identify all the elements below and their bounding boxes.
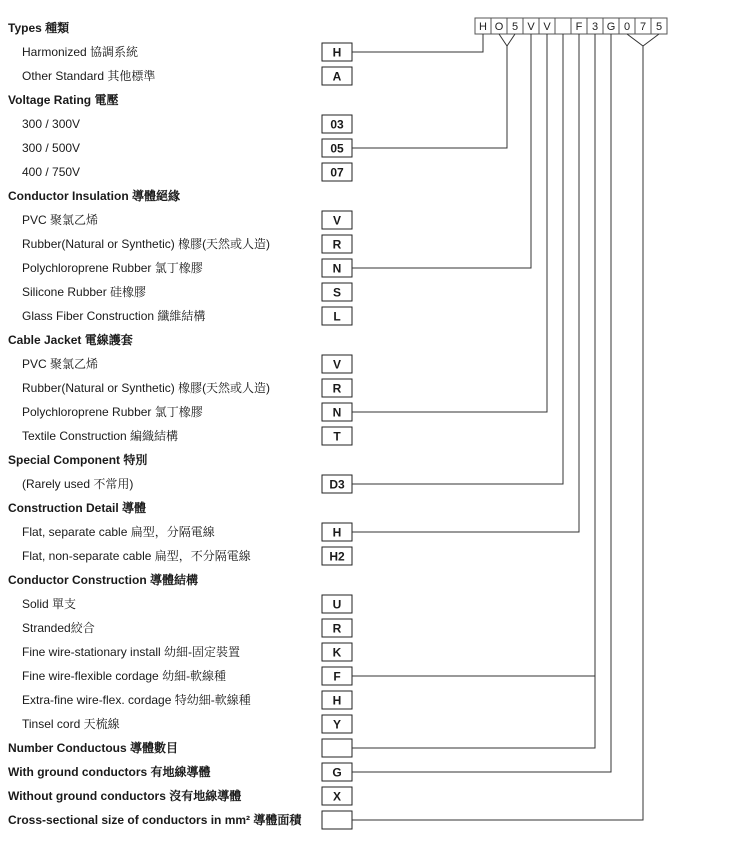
code-value: Y: [332, 717, 342, 732]
code-value: L: [333, 309, 341, 324]
code-box: [322, 811, 352, 829]
connector-types-0: [352, 34, 483, 52]
option-label: Fine wire-stationary install 幼細-固定裝置: [22, 645, 241, 659]
group-detail: [8, 500, 352, 565]
code-value: R: [332, 381, 342, 396]
designation-cell-5: [555, 18, 571, 34]
designation-cell-7: [587, 18, 603, 34]
connector-size: [352, 46, 643, 820]
group-ground_without: [8, 787, 352, 805]
option-label: Polychloroprene Rubber 氯丁橡膠: [22, 261, 203, 275]
group-title: With ground conductors 有地線導體: [8, 765, 211, 779]
group-number: [8, 739, 352, 757]
connector-voltage-1: [352, 46, 507, 148]
code-value: H2: [329, 549, 345, 564]
option-label: PVC 聚氯乙烯: [22, 357, 99, 371]
designation-char: V: [543, 21, 551, 33]
group-voltage: [8, 92, 352, 181]
designation-cell-2: [507, 18, 523, 34]
code-value: T: [333, 429, 341, 444]
option-row: [22, 595, 352, 613]
group-size: [8, 811, 352, 829]
designation-char: 0: [623, 21, 631, 33]
designation-cell-11: [651, 18, 667, 34]
code-value: K: [332, 645, 342, 660]
designation-char: F: [575, 21, 583, 33]
option-label: Silicone Rubber 硅橡膠: [22, 285, 147, 299]
code-value: H: [332, 525, 342, 540]
option-label: Glass Fiber Construction 纖維結構: [22, 309, 206, 323]
group-construction: [8, 572, 352, 733]
group-title: Cable Jacket 電線護套: [8, 333, 133, 347]
option-label: Other Standard 其他標準: [22, 69, 156, 83]
option-row: [22, 211, 352, 229]
option-row: [22, 547, 352, 565]
code-value: V: [332, 213, 342, 228]
code-value: S: [332, 285, 342, 300]
code-value: X: [332, 789, 342, 804]
option-row: [22, 307, 352, 325]
group-insulation: [8, 188, 352, 325]
option-row: [22, 379, 352, 397]
option-label: Solid 單支: [22, 597, 77, 611]
option-row: [22, 115, 352, 133]
option-row: [22, 475, 352, 493]
connector-jacket-2: [352, 34, 547, 412]
designation-cell-9: [619, 18, 635, 34]
code-value: A: [332, 69, 342, 84]
group-title: Special Component 特別: [8, 453, 148, 467]
connector-ground-with: [352, 34, 611, 772]
code-value: D3: [329, 477, 345, 492]
group-special: [8, 452, 352, 493]
option-label: Harmonized 協調系統: [22, 45, 139, 59]
option-row: [22, 619, 352, 637]
option-row: [22, 355, 352, 373]
option-label: Polychloroprene Rubber 氯丁橡膠: [22, 405, 203, 419]
connector-insulation-2: [352, 34, 531, 268]
group-types: [8, 20, 352, 85]
option-row: [22, 283, 352, 301]
code-value: N: [332, 261, 342, 276]
group-title: Conductor Insulation 導體絕緣: [8, 189, 180, 203]
option-row: [22, 715, 352, 733]
designation-cell-4: [539, 18, 555, 34]
connector-detail-0: [352, 34, 579, 532]
designation-char: 5: [655, 21, 663, 33]
code-value: F: [333, 669, 341, 684]
designation-char: 7: [639, 21, 647, 33]
option-row: [22, 259, 352, 277]
group-title: Voltage Rating 電壓: [8, 93, 119, 107]
option-label: PVC 聚氯乙烯: [22, 213, 99, 227]
option-label: Rubber(Natural or Synthetic) 橡膠(天然或人造): [22, 381, 271, 395]
code-value: R: [332, 237, 342, 252]
code-value: V: [332, 357, 342, 372]
option-row: [22, 43, 352, 61]
code-value: 03: [330, 117, 344, 132]
option-row: [22, 403, 352, 421]
designation-cell-6: [571, 18, 587, 34]
code-value: H: [332, 45, 342, 60]
option-label: 300 / 300V: [22, 117, 81, 131]
designation-cell-3: [523, 18, 539, 34]
group-title: Conductor Construction 導體結構: [8, 573, 198, 587]
code-value: 05: [330, 141, 344, 156]
option-row: [22, 667, 352, 685]
code-value: N: [332, 405, 342, 420]
designation-char: 3: [591, 21, 599, 33]
option-label: Textile Construction 編織結構: [22, 429, 179, 443]
group-title: Cross-sectional size of conductors in mm² 導體面積: [8, 813, 302, 827]
group-title: Construction Detail 導體: [8, 501, 147, 515]
code-value: R: [332, 621, 342, 636]
option-row: [22, 691, 352, 709]
option-row: [22, 67, 352, 85]
option-label: 300 / 500V: [22, 141, 81, 155]
option-label: (Rarely used 不常用): [22, 477, 134, 491]
option-row: [22, 643, 352, 661]
designation-bracket: [627, 34, 659, 46]
designation-char: V: [527, 21, 535, 33]
option-label: Flat, non-separate cable 扁型，不分隔電線: [22, 549, 251, 563]
designation-cell-8: [603, 18, 619, 34]
designation-char: G: [606, 21, 616, 33]
designation-char: O: [494, 21, 504, 33]
option-row: [22, 427, 352, 445]
option-label: 400 / 750V: [22, 165, 81, 179]
option-label: Extra-fine wire-flex. cordage 特幼細-軟線種: [22, 693, 251, 707]
group-title: Types 種類: [8, 21, 70, 35]
designation-cell-box: [555, 18, 571, 34]
designation-char: H: [479, 21, 487, 33]
designation-char: 5: [511, 21, 519, 33]
designation-bracket: [499, 34, 515, 46]
option-label: Stranded絞合: [22, 621, 95, 635]
code-value: G: [332, 765, 342, 780]
option-label: Fine wire-flexible cordage 幼細-軟線種: [22, 669, 227, 683]
option-row: [22, 139, 352, 157]
option-row: [22, 163, 352, 181]
code-value: 07: [330, 165, 344, 180]
option-row: [22, 235, 352, 253]
group-title: Without ground conductors 沒有地線導體: [8, 789, 242, 803]
option-row: [22, 523, 352, 541]
code-box: [322, 739, 352, 757]
designation-cell-0: [475, 18, 491, 34]
group-ground_with: [8, 763, 352, 781]
designation-cell-10: [635, 18, 651, 34]
option-label: Tinsel cord 天梳線: [22, 717, 120, 731]
option-label: Flat, separate cable 扁型，分隔電線: [22, 525, 215, 539]
connector-number: [352, 34, 595, 748]
code-value: U: [332, 597, 342, 612]
connector-construction-3: [352, 34, 595, 676]
option-label: Rubber(Natural or Synthetic) 橡膠(天然或人造): [22, 237, 271, 251]
group-title: Number Conductous 導體數目: [8, 741, 178, 755]
group-jacket: [8, 332, 352, 445]
designation-cell-1: [491, 18, 507, 34]
code-value: H: [332, 693, 342, 708]
